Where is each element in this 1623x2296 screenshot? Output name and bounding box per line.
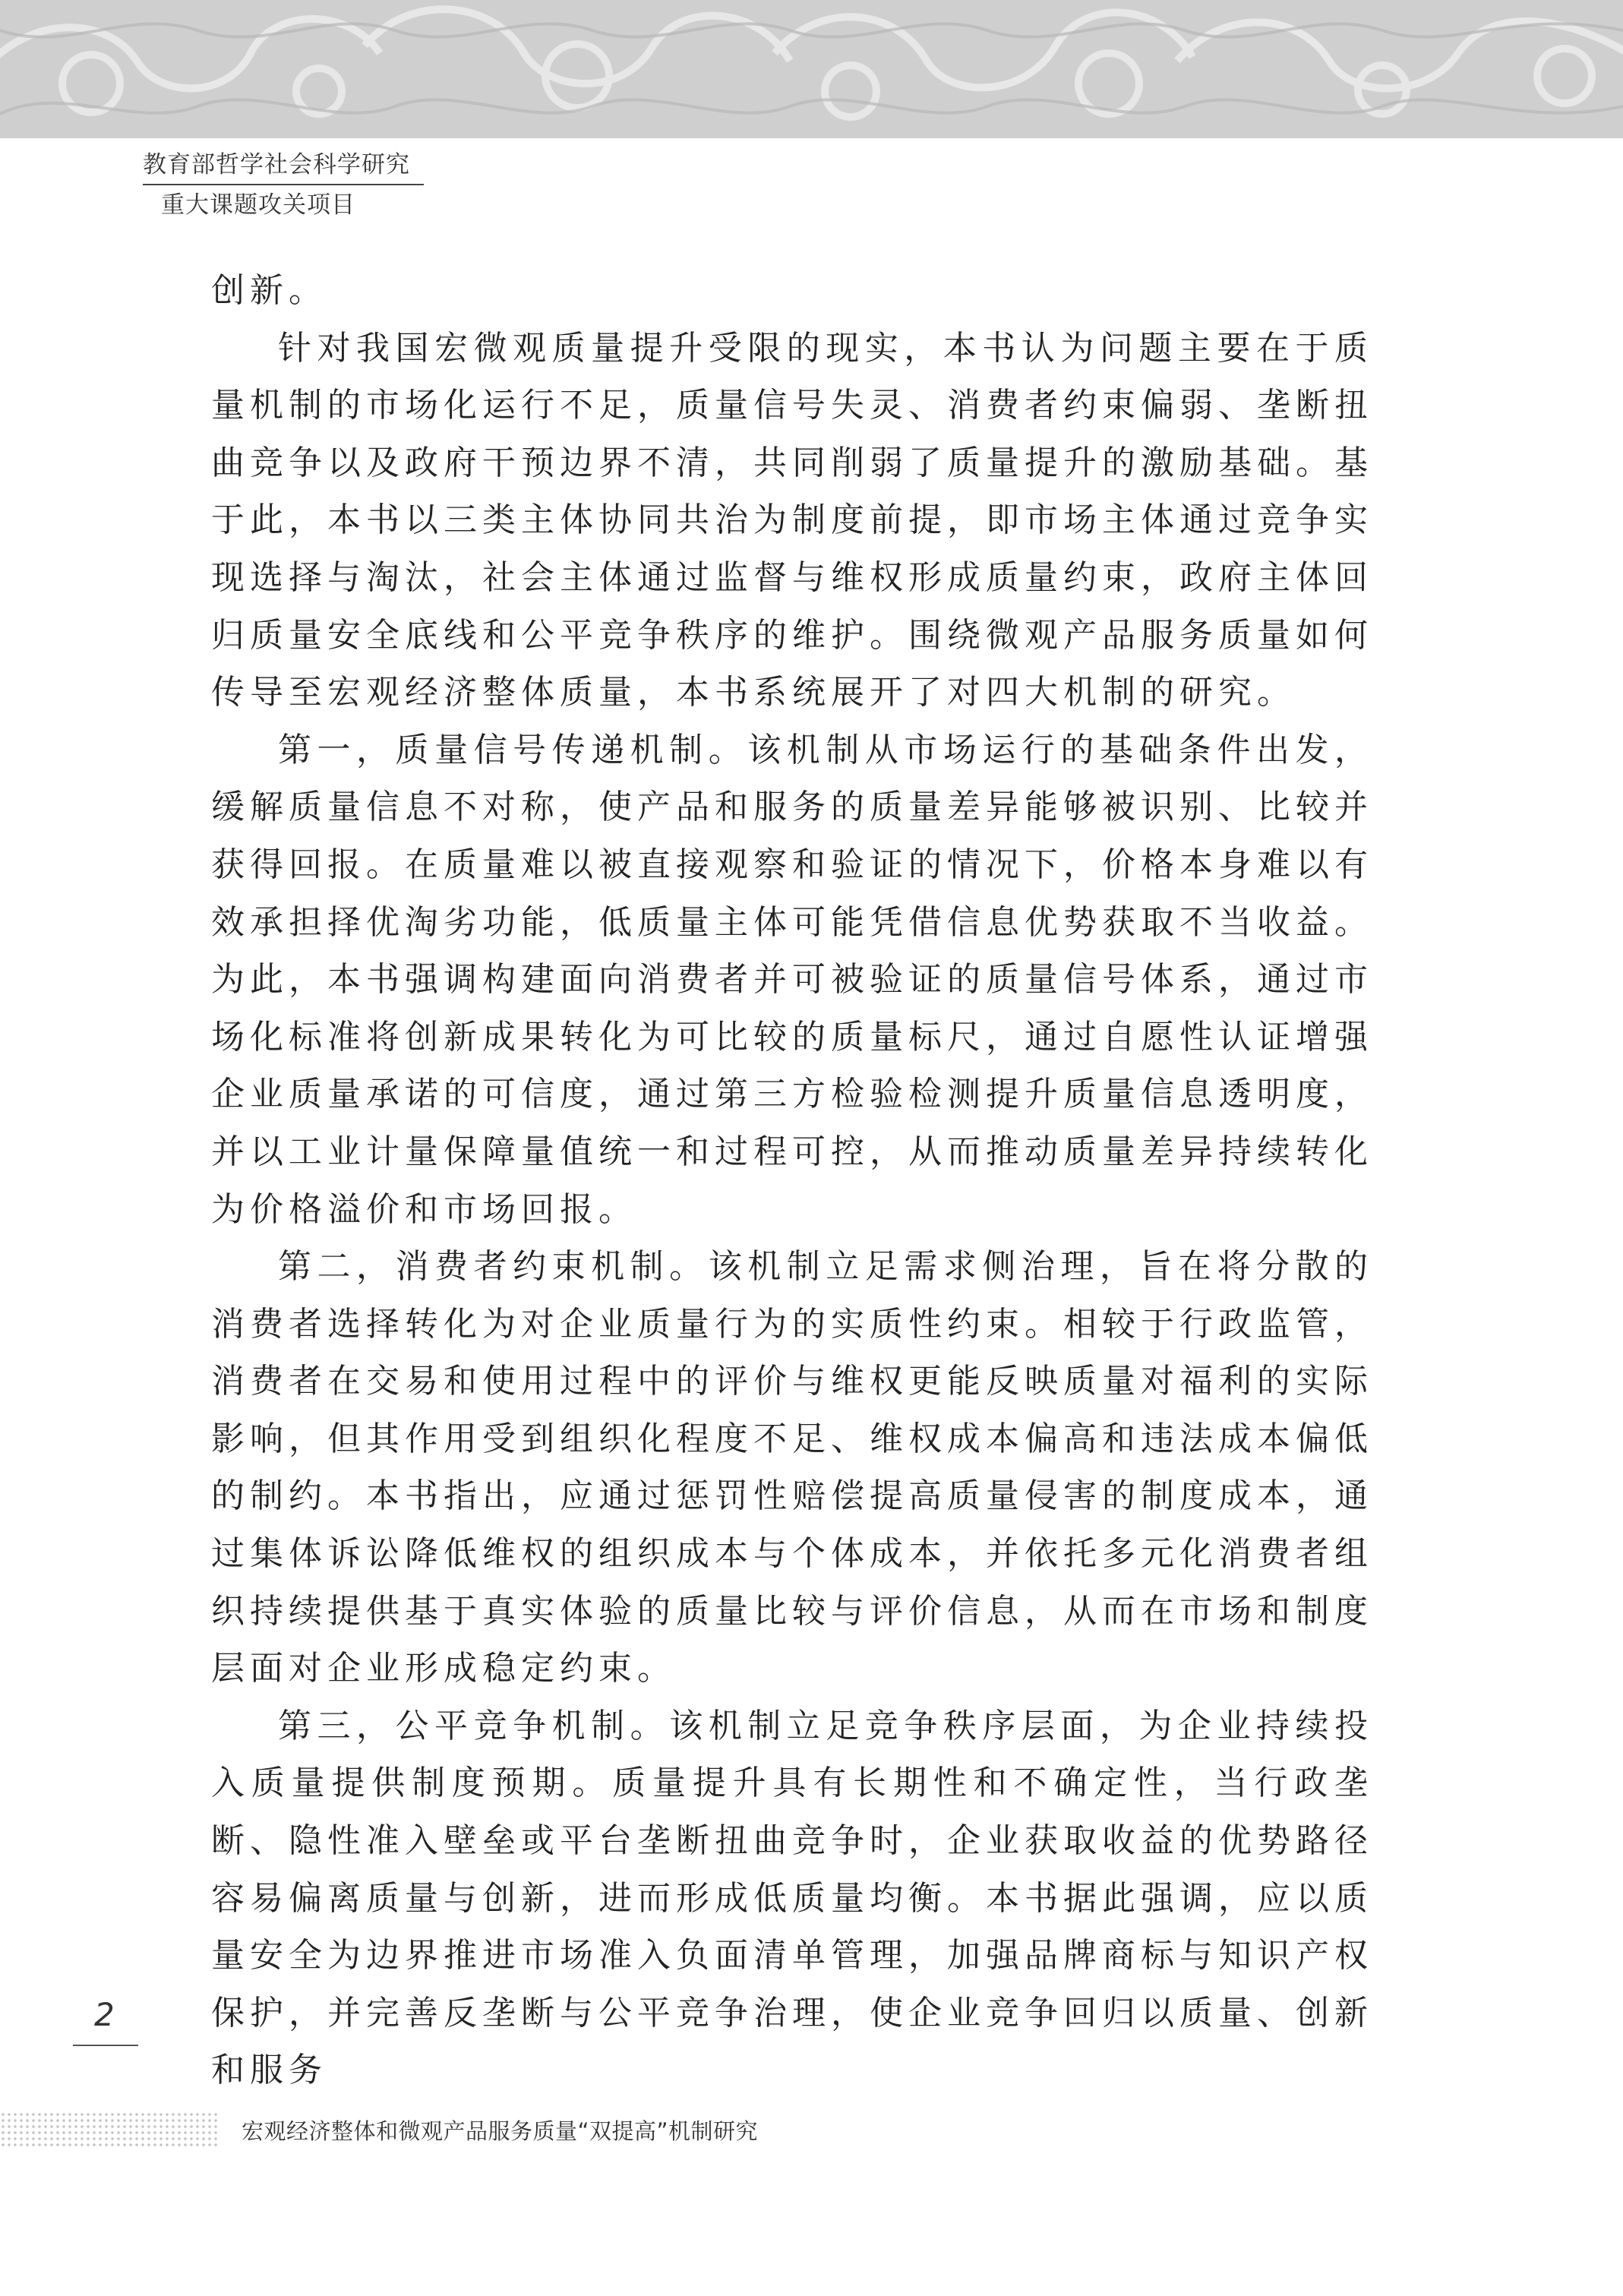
paragraph: 第一，质量信号传递机制。该机制从市场运行的基础条件出发，缓解质量信息不对称，使产品和服务的质量差异能够被识别、比较并获得回报。在质量难以被直接观察和验证的情况下，价格本身难以有效承担择优淘劣功能，低质量主体可能凭借信息优势获取不当收益。为此，本书强调构建面向消费者并可被验证的质量信号体系，通过市场化标准将创新成果转化为可比较的质量标尺，通过自愿性认证增强企业质量承诺的可信度，通过第三方检验检测提升质量信息透明度，并以工业计量保障量值统一和过程可控，从而推动质量差异持续转化为价格溢价和市场回报。	[211, 730, 1373, 1229]
cloud-pattern-icon	[0, 0, 1623, 138]
footer-dot-pattern	[0, 2111, 220, 2146]
header-divider	[143, 184, 424, 185]
paragraph: 第二，消费者约束机制。该机制立足需求侧治理，旨在将分散的消费者选择转化为对企业质量行为的实质性约束。相较于行政监管，消费者在交易和使用过程中的评价与维权更能反映质量对福利的实际影响，但其作用受到组织化程度不足、维权成本偏高和违法成本偏低的制约。本书指出，应通过惩罚性赔偿提高质量侵害的制度成本，通过集体诉讼降低维权的组织成本与个体成本，并依托多元化消费者组织持续提供基于真实体验的质量比较与评价信息，从而在市场和制度层面对企业形成稳定约束。	[211, 1247, 1373, 1688]
decorative-cloud-banner	[0, 0, 1623, 138]
series-header	[143, 149, 424, 220]
series-title-line1: 教育部哲学社会科学研究	[143, 151, 410, 178]
paragraph-continuation: 创新。	[211, 271, 327, 310]
page-number: 2	[94, 1996, 115, 2033]
paragraph: 针对我国宏微观质量提升受限的现实，本书认为问题主要在于质量机制的市场化运行不足，质量信号失灵、消费者约束偏弱、垄断扭曲竞争以及政府干预边界不清，共同削弱了质量提升的激励基础。基于此，本书以三类主体协同共治为制度前提，即市场主体通过竞争实现选择与淘汰，社会主体通过监督与维权形成质量约束，政府主体回归质量安全底线和公平竞争秩序的维护。围绕微观产品服务质量如何传导至宏观经济整体质量，本书系统展开了对四大机制的研究。	[211, 328, 1373, 712]
main-text	[211, 262, 1373, 2099]
page-number-underline	[73, 2045, 138, 2046]
series-title-line2: 重大课题攻关项目	[161, 191, 355, 219]
paragraph: 第三，公平竞争机制。该机制立足竞争秩序层面，为企业持续投入质量提供制度预期。质量提升具有长期性和不确定性，当行政垄断、隐性准入壁垒或平台垄断扭曲竞争时，企业获取收益的优势路径容易偏离质量与创新，进而形成低质量均衡。本书据此强调，应以质量安全为边界推进市场准入负面清单管理，加强品牌商标与知识产权保护，并完善反垄断与公平竞争治理，使企业竞争回归以质量、创新和服务	[211, 1706, 1373, 2090]
footer-book-title: 宏观经济整体和微观产品服务质量“双提高”机制研究	[242, 2118, 759, 2144]
